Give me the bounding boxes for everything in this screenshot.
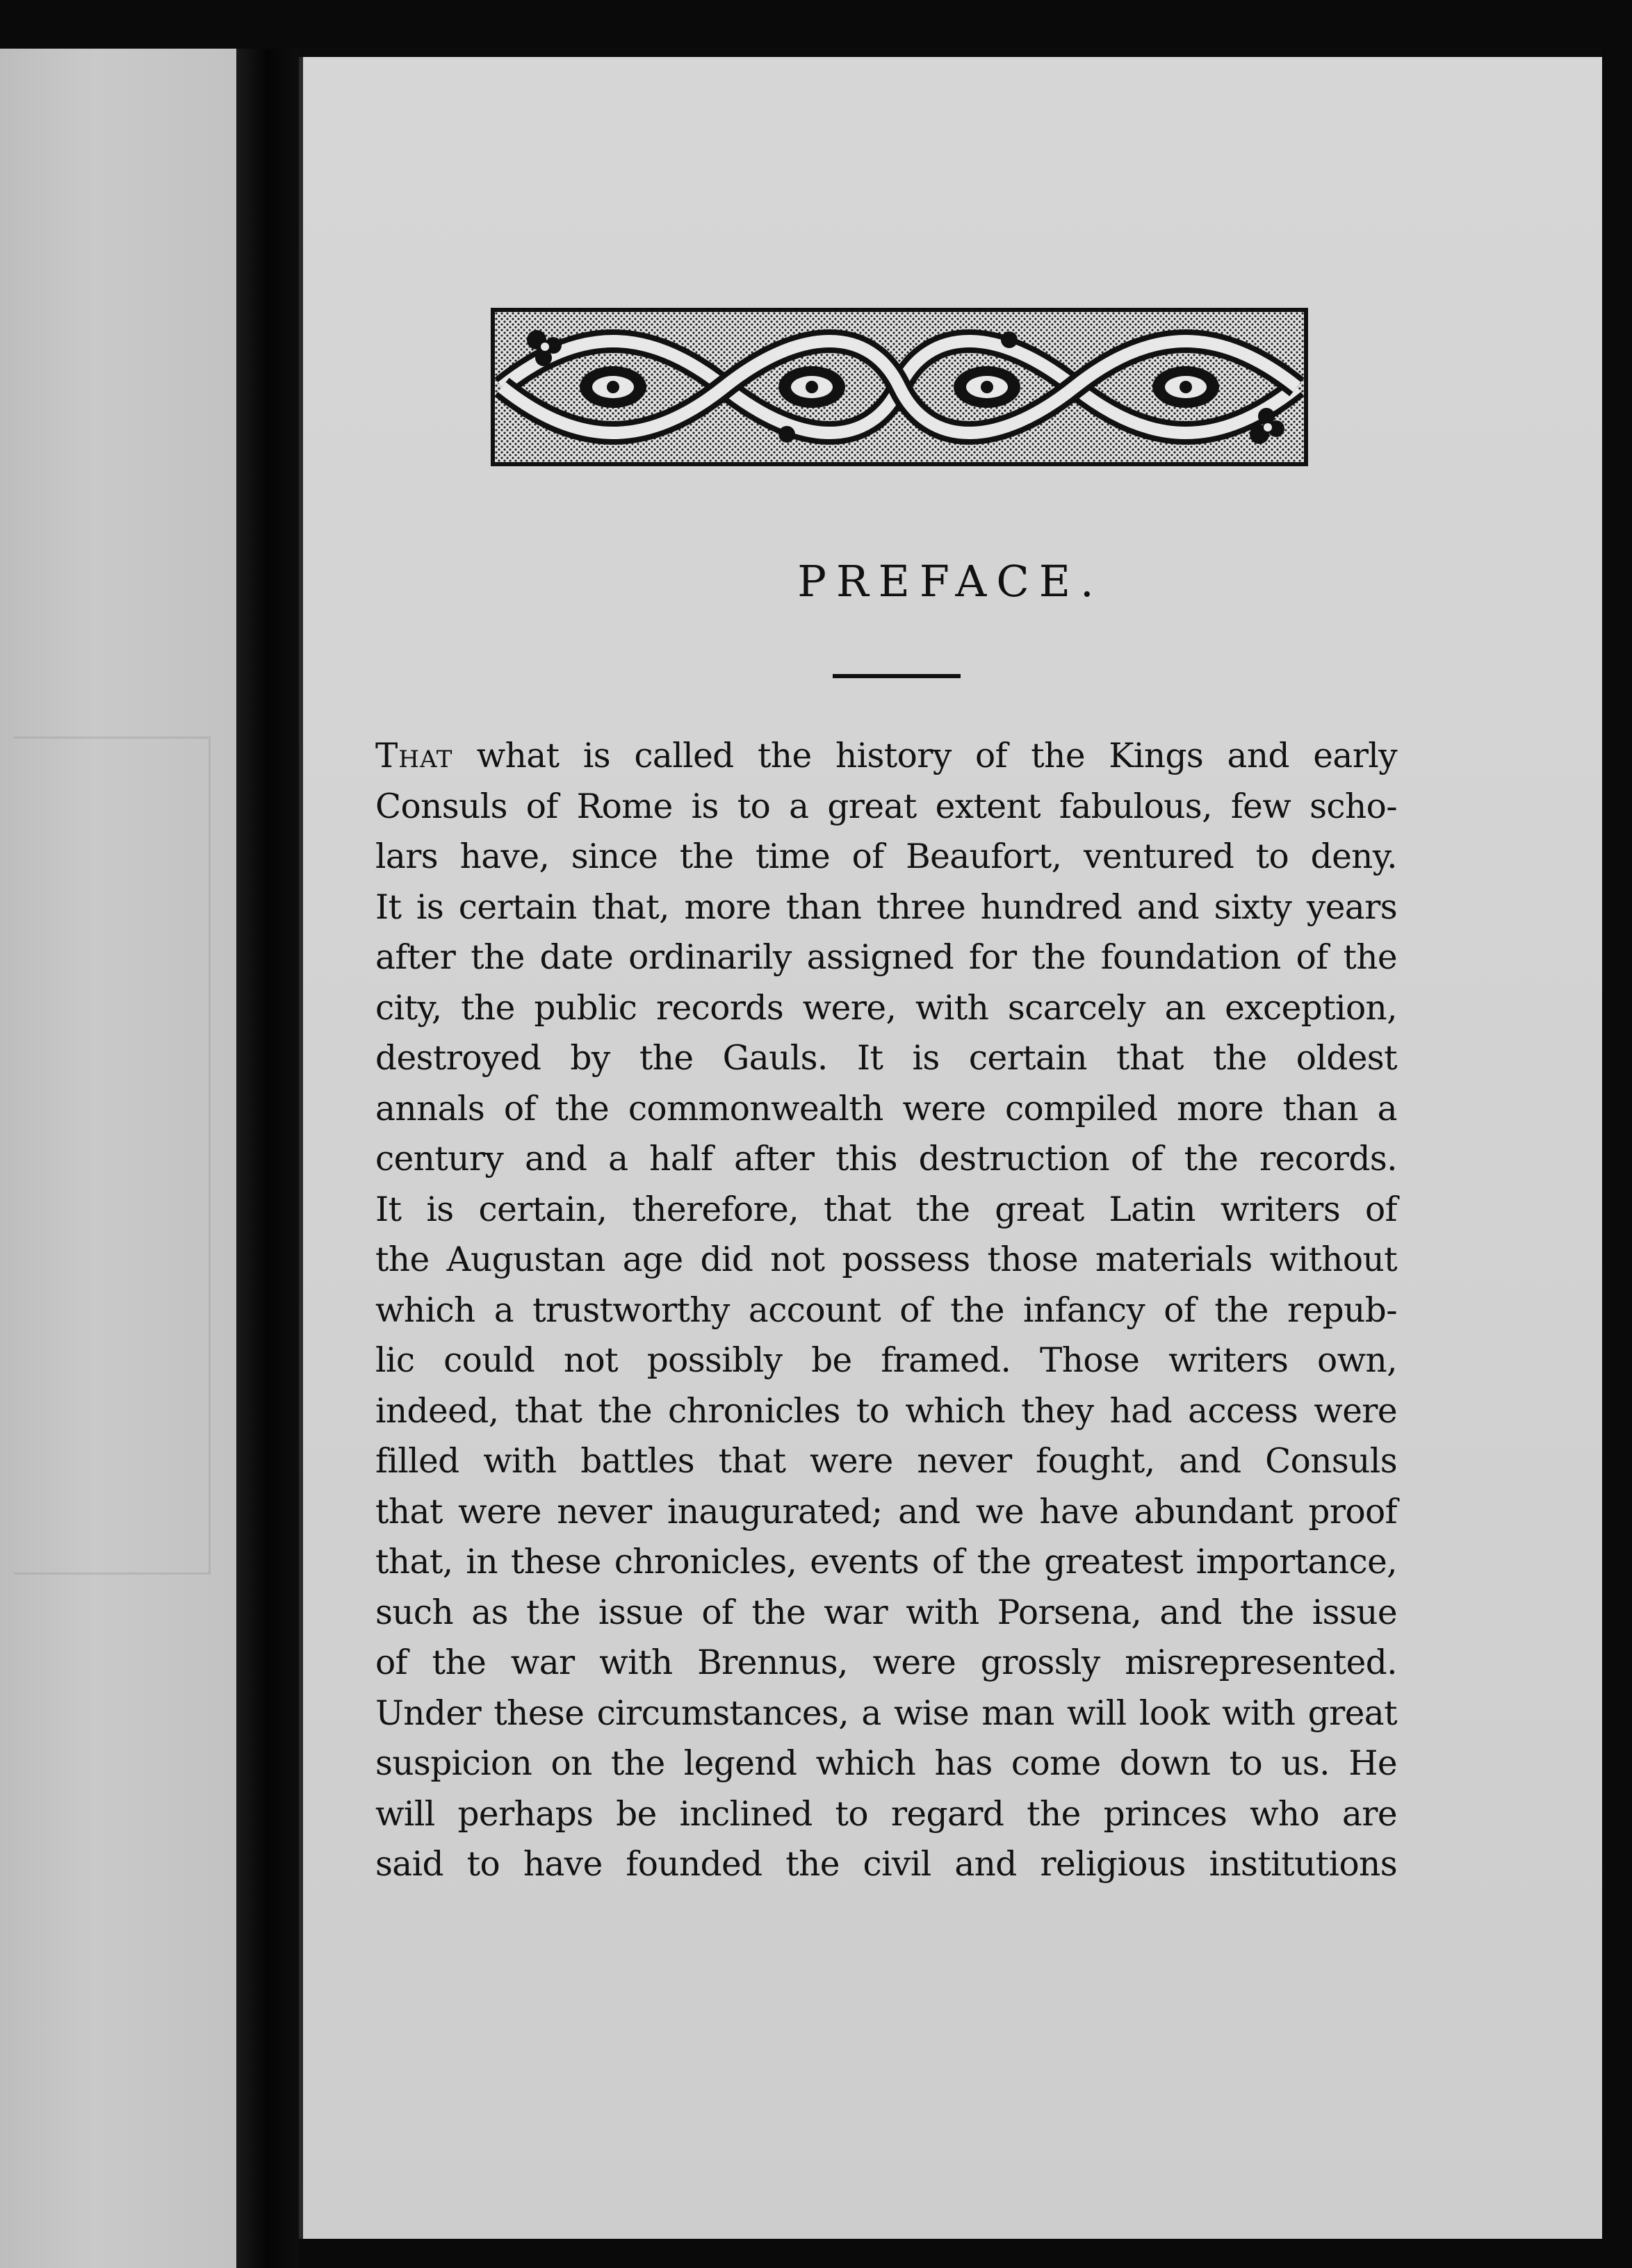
page-title: PREFACE. xyxy=(797,556,1104,607)
title-rule xyxy=(833,674,961,678)
text-line: will perhaps be inclined to regard the princes who are xyxy=(375,1794,1397,1834)
text-line: lars have, since the time of Beaufort, ventured to deny. xyxy=(375,837,1397,876)
text-line: indeed, that the chronicles to which they had access were xyxy=(375,1391,1397,1431)
text-line: It is certain that, more than three hundred and sixty years xyxy=(375,887,1397,927)
headpiece-ornament-icon xyxy=(495,312,1304,462)
preface-body xyxy=(375,731,1397,1890)
book-gutter xyxy=(236,49,299,2268)
text-line: Consuls of Rome is to a great extent fabulous, few scho- xyxy=(375,787,1397,826)
text-line: that, in these chronicles, events of the greatest importance, xyxy=(375,1543,1397,1581)
text-line: of the war with Brennus, were grossly misrepresented. xyxy=(375,1643,1397,1682)
text-line: suspicion on the legend which has come down to us. He xyxy=(375,1744,1397,1783)
scan-right-border xyxy=(1602,49,1632,2268)
lead-word: That xyxy=(375,737,453,775)
text-line: annals of the commonwealth were compiled more than a xyxy=(375,1089,1397,1128)
scan-top-border xyxy=(0,0,1632,49)
facing-page xyxy=(0,49,236,2268)
scan-bottom-border xyxy=(299,2239,1632,2268)
text-line: city, the public records were, with scarcely an exception, xyxy=(375,988,1397,1028)
line-text: what is called the history of the Kings and early xyxy=(452,737,1397,775)
text-line: destroyed by the Gauls. It is certain that the oldest xyxy=(375,1039,1397,1078)
text-line xyxy=(375,731,1397,782)
decorative-headpiece xyxy=(491,308,1308,466)
text-line: the Augustan age did not possess those materials without xyxy=(375,1240,1397,1279)
facing-page-bleedthrough xyxy=(14,737,211,1575)
text-line: lic could not possibly be framed. Those writers own, xyxy=(375,1341,1397,1380)
text-line: It is certain, therefore, that the great Latin writers of xyxy=(375,1190,1397,1229)
text-line: century and a half after this destruction of the records. xyxy=(375,1140,1397,1178)
text-line: which a trustworthy account of the infancy of the repub- xyxy=(375,1290,1397,1330)
text-line: said to have founded the civil and religious institutions xyxy=(375,1845,1397,1884)
text-line: such as the issue of the war with Porsena, and the issue xyxy=(375,1593,1397,1632)
text-line: that were never inaugurated; and we have abundant proof xyxy=(375,1492,1397,1531)
text-line: Under these circumstances, a wise man will look with great xyxy=(375,1693,1397,1733)
text-line: filled with battles that were never fought, and Consuls xyxy=(375,1442,1397,1481)
text-line: after the date ordinarily assigned for the foundation of the xyxy=(375,938,1397,977)
